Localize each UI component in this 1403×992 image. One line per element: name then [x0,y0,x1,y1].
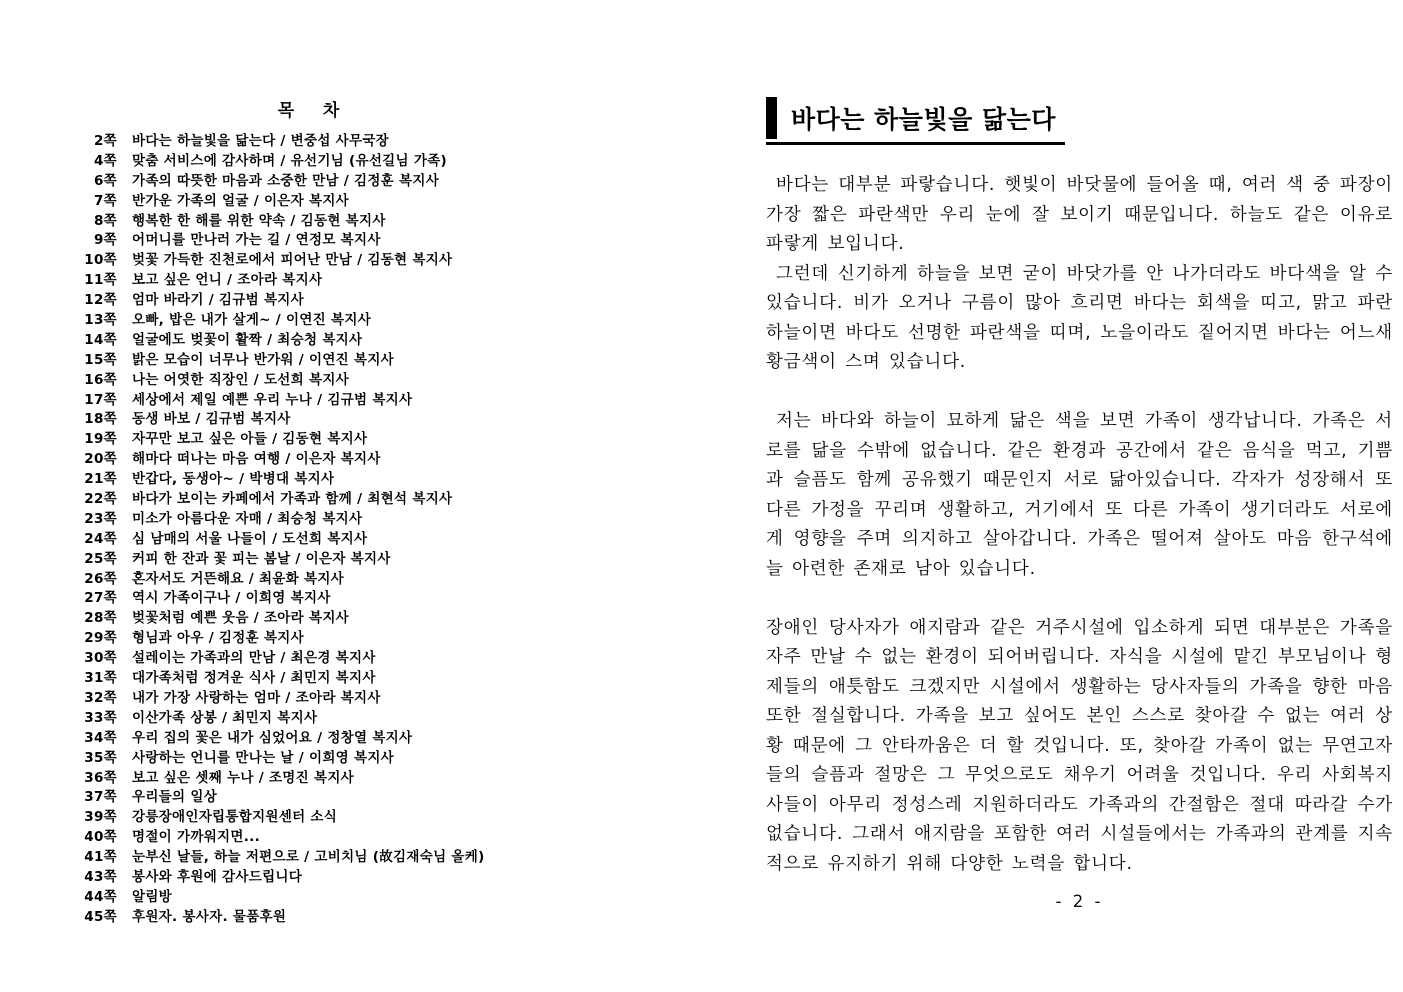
toc-entry [84,371,534,391]
toc-entry-title: 우리들의 일상 [132,789,218,806]
toc-entry [84,530,534,550]
toc-entry [84,430,534,450]
toc-entry-page-number: 4쪽 [93,152,117,169]
toc-entry-title: 우리 집의 꽃은 내가 심었어요 / 정창열 복지사 [132,729,413,746]
toc-entry-title: 반가운 가족의 얼굴 / 이은자 복지사 [132,192,350,209]
toc-entry-page-number: 19쪽 [84,431,117,448]
toc-entry-title: 역시 가족이구나 / 이희영 복지사 [132,590,331,607]
toc-entry-page-number: 17쪽 [84,391,117,408]
toc-entry-title: 봉사와 후원에 감사드립니다 [132,868,303,885]
toc-entry [84,729,534,749]
toc-entry-title: 후원자. 봉사자. 물품후원 [132,908,287,925]
toc-entry-title: 보고 싶은 셋째 누나 / 조명진 복지사 [132,769,355,786]
toc-entry-page-number: 34쪽 [84,729,117,746]
toc-entry [84,570,534,590]
toc-heading: 목 차 [277,101,341,121]
toc-entry-title: 강릉장애인자립통합지원센터 소식 [132,809,338,826]
toc-entry-title: 얼굴에도 벚꽃이 활짝 / 최승청 복지사 [132,331,363,348]
toc-entry-page-number: 23쪽 [84,510,117,527]
toc-entry-page-number: 32쪽 [84,689,117,706]
toc-entry [84,609,534,629]
toc-entry-title: 사랑하는 언니를 만나는 날 / 이희영 복지사 [132,749,395,766]
toc-entry-page-number: 39쪽 [84,809,117,826]
article-page [766,96,1393,911]
toc-entry [84,908,534,928]
toc-entry-title: 대가족처럼 정겨운 식사 / 최민지 복지사 [132,670,376,687]
toc-entry-page-number: 8쪽 [93,212,117,229]
toc-entry-page-number: 10쪽 [84,252,117,269]
toc-entry-page-number: 35쪽 [84,749,117,766]
toc-entry-title: 가족의 따뜻한 마음과 소중한 만남 / 김정훈 복지사 [132,172,440,189]
toc-entry [84,788,534,808]
toc-entry [84,192,534,212]
toc-entry-page-number: 20쪽 [84,451,117,468]
toc-entry-page-number: 21쪽 [84,471,117,488]
toc-entry [84,331,534,351]
toc-entry [84,212,534,232]
toc-entry [84,172,534,192]
toc-entry [84,291,534,311]
toc-entry-title: 바다는 하늘빛을 닮는다 / 변중섭 사무국장 [132,133,390,149]
toc-page [84,96,534,928]
toc-entry-page-number: 40쪽 [84,829,117,846]
toc-entry-title: 설레이는 가족과의 만남 / 최은경 복지사 [132,650,376,667]
toc-entry [84,251,534,271]
toc-entry-title: 알림방 [132,888,173,905]
article-paragraph-3: 저는 바다와 하늘이 묘하게 닮은 색을 보면 가족이 생각납니다. 가족은 서로를 닮을 수밖에 없습니다. 같은 환경과 공간에서 같은 음식을 먹고, 기쁨과 슬픔도 함께 공유했기 때문인지 서로 닮아있습니다. 각자가 성장해서 또 다른 가정을 꾸리며 생활하고, 거기에서 또 다른 가족이 생기더라도 서로에게 영향을 주며 의지하고 살아갑니다. 가족은 떨어져 살아도 마음 한구석에 늘 아련한 존재로 남아 있습니다. [766,411,1393,579]
toc-entry-page-number: 30쪽 [84,650,117,667]
toc-entry-page-number: 26쪽 [84,570,117,587]
toc-entry-title: 미소가 아름다운 자매 / 최승청 복지사 [132,510,363,527]
toc-entry [84,470,534,490]
page-number: - 2 - [1055,892,1104,911]
toc-entry-title: 세상에서 제일 예쁜 우리 누나 / 김규범 복지사 [132,391,413,408]
toc-entry-title: 어머니를 만나러 가는 길 / 연정모 복지사 [132,232,381,249]
toc-entry [84,351,534,371]
toc-entry [84,410,534,430]
toc-entry-title: 혼자서도 거뜬해요 / 최윤화 복지사 [132,570,345,587]
title-accent-bar [766,97,777,139]
toc-entry-title: 맞춤 서비스에 감사하며 / 유선기님 (유선길님 가족) [132,152,447,169]
toc-entry-page-number: 15쪽 [84,351,117,368]
toc-entry-title: 벚꽃 가득한 진천로에서 피어난 만남 / 김동현 복지사 [132,252,453,269]
toc-entry-title: 명절이 가까워지면... [132,829,261,846]
toc-entry-page-number: 14쪽 [84,331,117,348]
toc-list [84,132,534,928]
toc-entry-page-number: 43쪽 [84,868,117,885]
toc-entry [84,450,534,470]
toc-entry [84,231,534,251]
toc-entry-title: 행복한 한 해를 위한 약속 / 김동현 복지사 [132,212,386,229]
toc-entry-title: 보고 싶은 언니 / 조아라 복지사 [132,272,323,289]
toc-entry-page-number: 13쪽 [84,312,117,329]
toc-entry-title: 내가 가장 사랑하는 엄마 / 조아라 복지사 [132,689,381,706]
toc-entry-page-number: 36쪽 [84,769,117,786]
toc-entry [84,550,534,570]
toc-entry-title: 바다가 보이는 카페에서 가족과 함께 / 최현석 복지사 [132,491,453,508]
toc-entry [84,649,534,669]
toc-entry-title: 나는 어엿한 직장인 / 도선희 복지사 [132,371,350,388]
toc-entry-title: 동생 바보 / 김규범 복지사 [132,411,291,428]
toc-entry-title: 벚꽃처럼 예쁜 웃음 / 조아라 복지사 [132,610,350,627]
toc-entry-title: 해마다 떠나는 마음 여행 / 이은자 복지사 [132,451,381,468]
toc-entry-page-number: 7쪽 [93,192,117,209]
toc-entry-title: 오빠, 밥은 내가 살게~ / 이연진 복지사 [132,312,372,329]
toc-entry-title: 형님과 아우 / 김정훈 복지사 [132,630,304,647]
toc-entry-page-number: 24쪽 [84,530,117,547]
toc-entry [84,868,534,888]
toc-entry [84,629,534,649]
toc-entry [84,152,534,172]
toc-entry [84,749,534,769]
toc-entry-page-number: 25쪽 [84,550,117,567]
toc-entry-page-number: 12쪽 [84,292,117,309]
toc-entry-page-number: 45쪽 [84,908,117,925]
toc-entry-page-number: 37쪽 [84,789,117,806]
toc-entry [84,391,534,411]
toc-entry-title: 눈부신 날들, 하늘 저편으로 / 고비치님 (故김재숙님 올케) [132,849,485,866]
toc-entry [84,808,534,828]
toc-entry [84,311,534,331]
toc-entry-page-number: 2쪽 [93,133,117,149]
toc-entry-page-number: 29쪽 [84,630,117,647]
toc-entry-page-number: 22쪽 [84,491,117,508]
toc-entry-page-number: 33쪽 [84,709,117,726]
toc-entry-page-number: 9쪽 [93,232,117,249]
toc-entry-page-number: 11쪽 [84,272,117,289]
toc-entry-page-number: 44쪽 [84,888,117,905]
toc-entry-title: 반갑다, 동생아~ / 박병대 복지사 [132,471,335,488]
toc-entry [84,848,534,868]
toc-entry [84,271,534,291]
toc-entry-page-number: 27쪽 [84,590,117,607]
toc-entry-title: 커피 한 잔과 꽃 피는 봄날 / 이은자 복지사 [132,550,391,567]
toc-entry [84,490,534,510]
toc-entry-page-number: 31쪽 [84,670,117,687]
toc-entry-page-number: 18쪽 [84,411,117,428]
toc-entry-page-number: 28쪽 [84,610,117,627]
toc-entry-page-number: 6쪽 [93,172,117,189]
toc-entry-title: 엄마 바라기 / 김규범 복지사 [132,292,304,309]
toc-entry [84,510,534,530]
toc-entry [84,769,534,789]
toc-entry-title: 심 남매의 서울 나들이 / 도선희 복지사 [132,530,368,547]
article-header [766,96,1065,145]
toc-entry-title: 밝은 모습이 너무나 반가워 / 이연진 복지사 [132,351,395,368]
toc-entry-page-number: 16쪽 [84,371,117,388]
article-paragraph-1: 바다는 대부분 파랗습니다. 햇빛이 바닷물에 들어올 때, 여러 색 중 파장이 가장 짧은 파란색만 우리 눈에 잘 보이기 때문입니다. 하늘도 같은 이유로 파랗게 보입니다. [766,175,1393,254]
article-paragraph-2: 그런데 신기하게 하늘을 보면 굳이 바닷가를 안 나가더라도 바다색을 알 수 있습니다. 비가 오거나 구름이 많아 흐리면 바다는 회색을 띠고, 맑고 파란 하늘이면 바다도 선명한 파란색을 띠며, 노을이라도 짙어지면 바다는 어느새 황금색이 스며 있습니다. [766,263,1393,372]
toc-entry [84,669,534,689]
toc-entry-title: 자꾸만 보고 싶은 아들 / 김동현 복지사 [132,431,368,448]
toc-entry [84,709,534,729]
toc-entry-page-number: 41쪽 [84,849,117,866]
toc-entry-title: 이산가족 상봉 / 최민지 복지사 [132,709,318,726]
article-paragraph-4: 장애인 당사자가 애지람과 같은 거주시설에 입소하게 되면 대부분은 가족을 자주 만날 수 없는 환경이 되어버립니다. 자식을 시설에 맡긴 부모님이나 형제들의 애틋함도 크겠지만 시설에서 생활하는 당사자들의 가족을 향한 마음 또한 절실합니다. 가족을 보고 싶어도 본인 스스로 찾아갈 수 없는 여러 상황 때문에 그 안타까움은 더 할 것입니다. 또, 찾아갈 가족이 없는 무연고자들의 슬픔과 절망은 그 무엇으로도 채우기 어려울 것입니다. 우리 사회복지사들이 아무리 정성스레 지원하더라도 가족과의 간절함은 절대 따라갈 수가 없습니다. 그래서 애지람을 포함한 여러 시설들에서는 가족과의 관계를 지속적으로 유지하기 위해 다양한 노력을 합니다. [766,617,1393,874]
toc-entry [84,828,534,848]
toc-entry [84,589,534,609]
toc-entry [84,888,534,908]
toc-entry [84,689,534,709]
toc-entry [84,132,534,152]
article-title: 바다는 하늘빛을 닮는다 [791,104,1056,134]
